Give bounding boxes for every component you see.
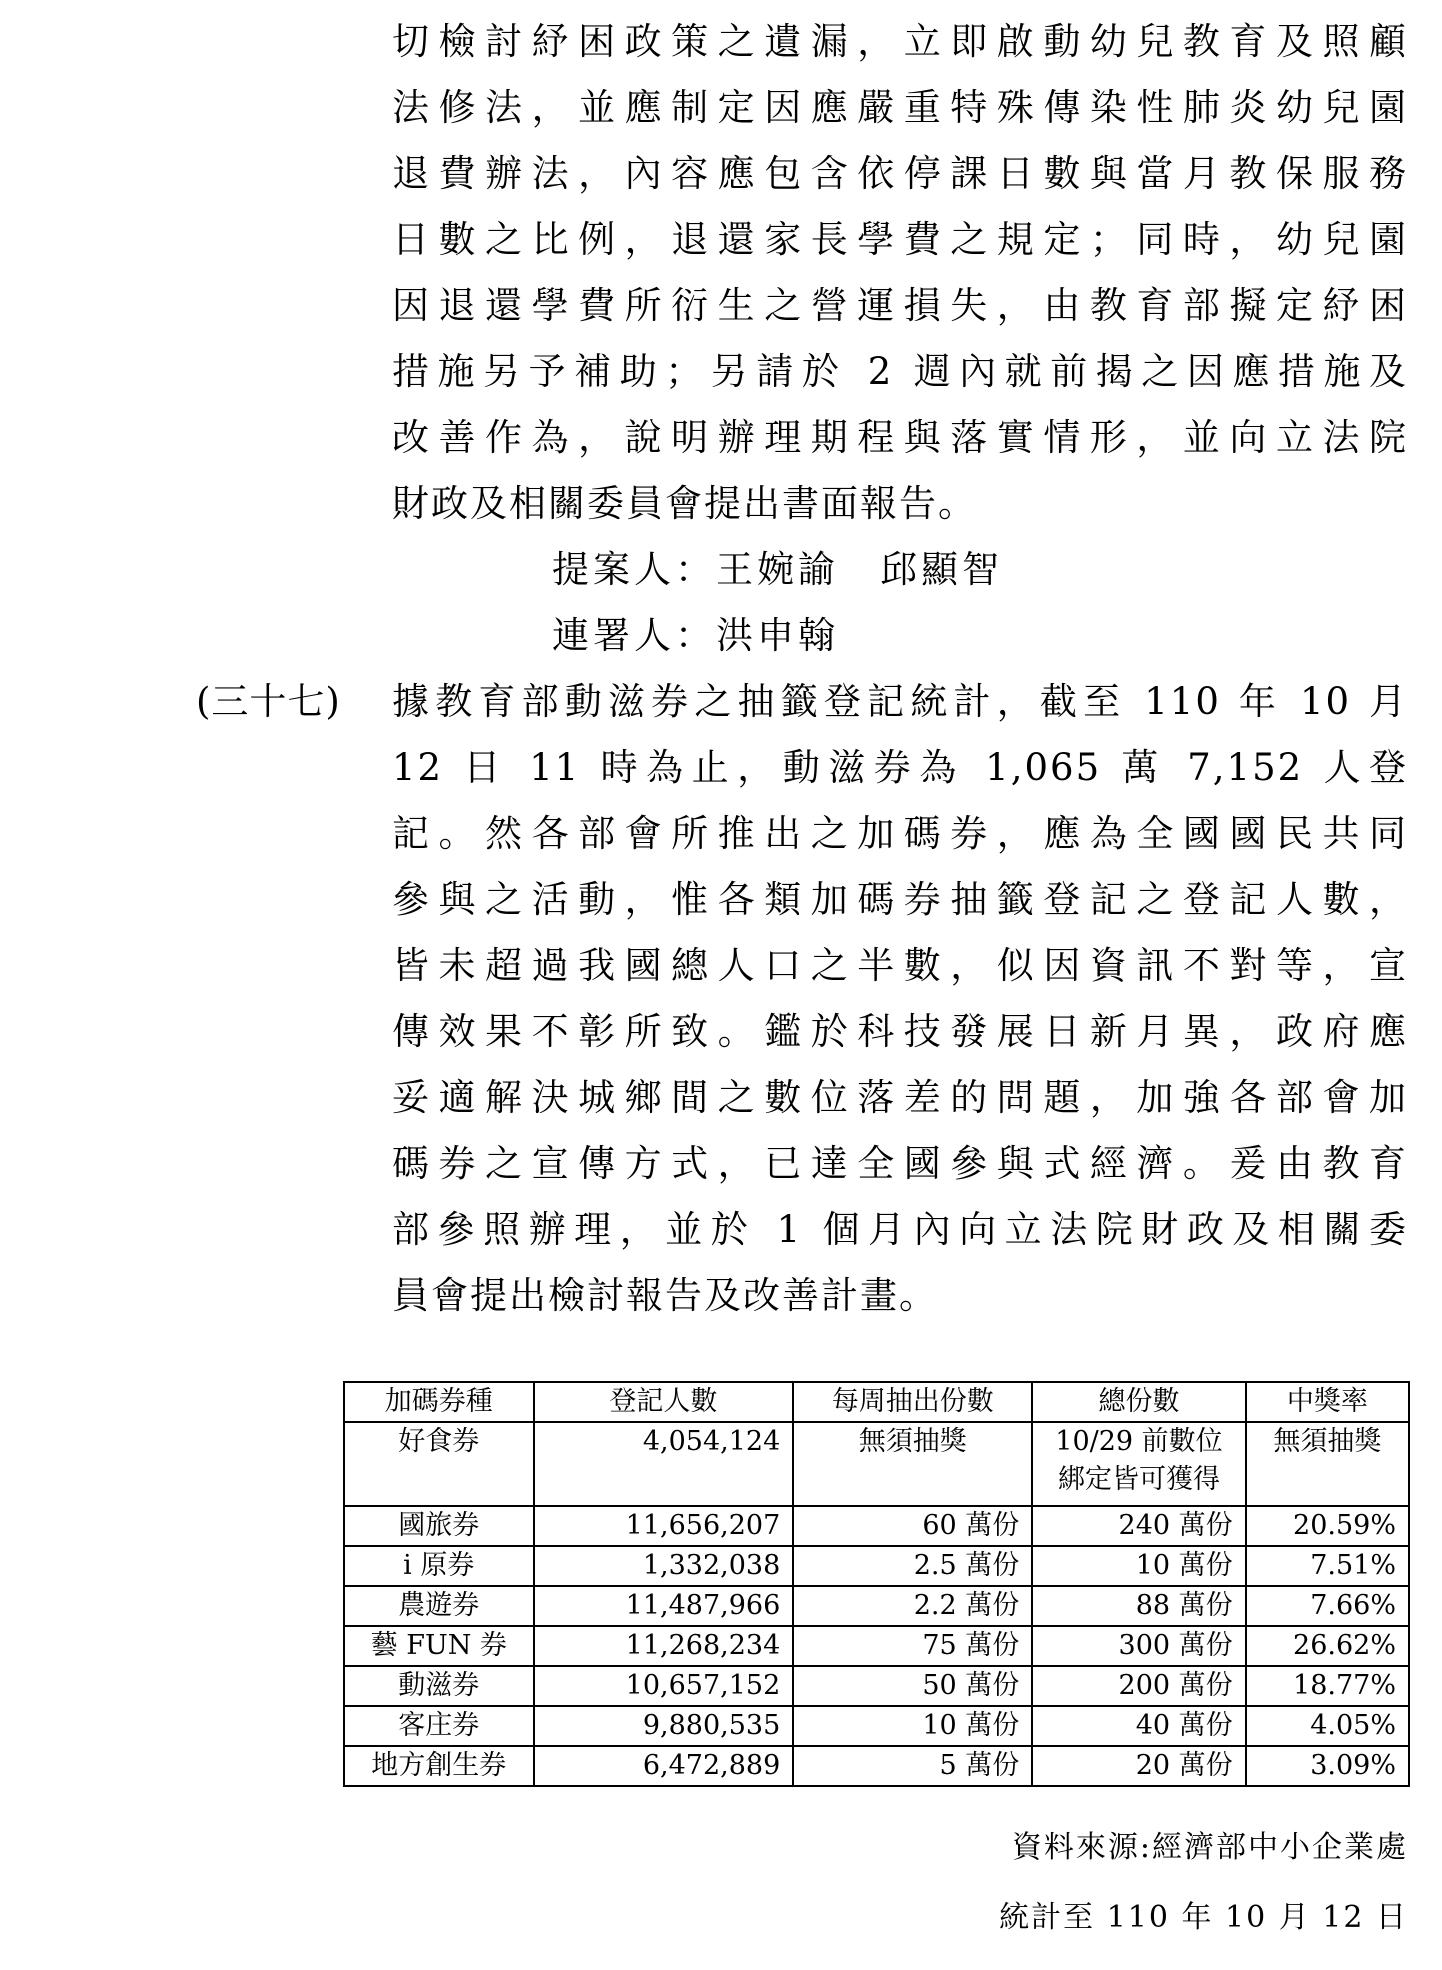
cosigner-line: 連署人：洪申翰	[552, 614, 839, 657]
header-win-rate: 中獎率	[1246, 1382, 1409, 1422]
paragraph-line: 因退還學費所衍生之營運損失，由教育部擬定紓困	[392, 284, 1408, 327]
header-weekly-draws: 每周抽出份數	[793, 1382, 1032, 1422]
cell-total-line-2: 綁定皆可獲得	[1057, 1464, 1220, 1495]
cell-registrants: 4,054,124	[534, 1422, 794, 1506]
cell-voucher-type: 國旅券	[344, 1506, 534, 1546]
table-row	[344, 1706, 1409, 1746]
cell-total-quantity: 88 萬份	[1032, 1586, 1245, 1626]
table-row	[344, 1422, 1409, 1506]
cell-voucher-type: 客庄券	[344, 1706, 534, 1746]
cell-registrants: 10,657,152	[534, 1666, 794, 1706]
cell-weekly-draws: 2.2 萬份	[793, 1586, 1032, 1626]
item-line: 員會提出檢討報告及改善計畫。	[392, 1274, 938, 1317]
paragraph-line: 改善作為，說明辦理期程與落實情形，並向立法院	[392, 416, 1408, 459]
cell-win-rate: 26.62%	[1246, 1626, 1409, 1666]
cell-voucher-type: i 原券	[344, 1546, 534, 1586]
cell-win-rate: 4.05%	[1246, 1706, 1409, 1746]
paragraph-line: 財政及相關委員會提出書面報告。	[392, 482, 977, 525]
cell-win-rate: 18.77%	[1246, 1666, 1409, 1706]
item-line: 皆未超過我國總人口之半數，似因資訊不對等，宣	[392, 944, 1408, 987]
header-total-quantity: 總份數	[1032, 1382, 1245, 1422]
item-line: 部參照辦理，並於 1 個月內向立法院財政及相關委	[392, 1208, 1408, 1251]
table-row	[344, 1546, 1409, 1586]
cell-total-quantity: 240 萬份	[1032, 1506, 1245, 1546]
cell-voucher-type: 農遊券	[344, 1586, 534, 1626]
paragraph-line: 切檢討紓困政策之遺漏，立即啟動幼兒教育及照顧	[392, 20, 1408, 63]
cell-total-quantity: 10 萬份	[1032, 1546, 1245, 1586]
cell-voucher-type: 藝 FUN 券	[344, 1626, 534, 1666]
cell-total-quantity: 300 萬份	[1032, 1626, 1245, 1666]
cell-registrants: 11,268,234	[534, 1626, 794, 1666]
cell-registrants: 1,332,038	[534, 1546, 794, 1586]
table-row	[344, 1746, 1409, 1786]
item-line: 碼券之宣傳方式，已達全國參與式經濟。爰由教育	[392, 1142, 1408, 1185]
cell-weekly-draws: 無須抽獎	[793, 1422, 1032, 1506]
cell-weekly-draws: 5 萬份	[793, 1746, 1032, 1786]
table-row	[344, 1506, 1409, 1546]
item-line: 據教育部動滋券之抽籤登記統計，截至 110 年 10 月	[392, 680, 1408, 723]
header-voucher-type: 加碼券種	[344, 1382, 534, 1422]
cell-registrants: 6,472,889	[534, 1746, 794, 1786]
paragraph-line: 法修法，並應制定因應嚴重特殊傳染性肺炎幼兒園	[392, 86, 1408, 129]
paragraph-line: 退費辦法，內容應包含依停課日數與當月教保服務	[392, 152, 1408, 195]
as-of-date-note: 統計至 110 年 10 月 12 日	[999, 1900, 1408, 1935]
cell-win-rate: 20.59%	[1246, 1506, 1409, 1546]
cell-voucher-type: 好食券	[344, 1422, 534, 1506]
cell-total-quantity: 200 萬份	[1032, 1666, 1245, 1706]
item-number-label: (三十七)	[196, 680, 341, 723]
table-row	[344, 1586, 1409, 1626]
cell-weekly-draws: 2.5 萬份	[793, 1546, 1032, 1586]
data-source-note: 資料來源:經濟部中小企業處	[1011, 1830, 1408, 1865]
item-line: 記。然各部會所推出之加碼券，應為全國國民共同	[392, 812, 1408, 855]
item-line: 12 日 11 時為止，動滋券為 1,065 萬 7,152 人登	[392, 746, 1408, 789]
cell-weekly-draws: 75 萬份	[793, 1626, 1032, 1666]
cell-weekly-draws: 10 萬份	[793, 1706, 1032, 1746]
table-row	[344, 1666, 1409, 1706]
proposer-line: 提案人：王婉諭 邱顯智	[552, 548, 1003, 591]
cell-win-rate: 7.66%	[1246, 1586, 1409, 1626]
cell-total-quantity	[1032, 1422, 1245, 1506]
header-registrants: 登記人數	[534, 1382, 794, 1422]
cell-voucher-type: 地方創生券	[344, 1746, 534, 1786]
cell-weekly-draws: 50 萬份	[793, 1666, 1032, 1706]
cell-win-rate: 3.09%	[1246, 1746, 1409, 1786]
voucher-stats-table	[343, 1381, 1410, 1787]
paragraph-line: 措施另予補助；另請於 2 週內就前揭之因應措施及	[392, 350, 1408, 393]
cell-registrants: 9,880,535	[534, 1706, 794, 1746]
cell-total-quantity: 40 萬份	[1032, 1706, 1245, 1746]
item-line: 參與之活動，惟各類加碼券抽籤登記之登記人數，	[392, 878, 1408, 921]
table-row	[344, 1626, 1409, 1666]
item-line: 妥適解決城鄉間之數位落差的問題，加強各部會加	[392, 1076, 1408, 1119]
cell-voucher-type: 動滋券	[344, 1666, 534, 1706]
item-line: 傳效果不彰所致。鑑於科技發展日新月異，政府應	[392, 1010, 1408, 1053]
table-header-row	[344, 1382, 1409, 1422]
cell-weekly-draws: 60 萬份	[793, 1506, 1032, 1546]
cell-registrants: 11,656,207	[534, 1506, 794, 1546]
cell-total-quantity: 20 萬份	[1032, 1746, 1245, 1786]
paragraph-line: 日數之比例，退還家長學費之規定；同時，幼兒園	[392, 218, 1408, 261]
cell-win-rate: 7.51%	[1246, 1546, 1409, 1586]
cell-registrants: 11,487,966	[534, 1586, 794, 1626]
cell-total-line-1: 10/29 前數位	[1055, 1426, 1223, 1457]
cell-win-rate: 無須抽獎	[1246, 1422, 1409, 1506]
